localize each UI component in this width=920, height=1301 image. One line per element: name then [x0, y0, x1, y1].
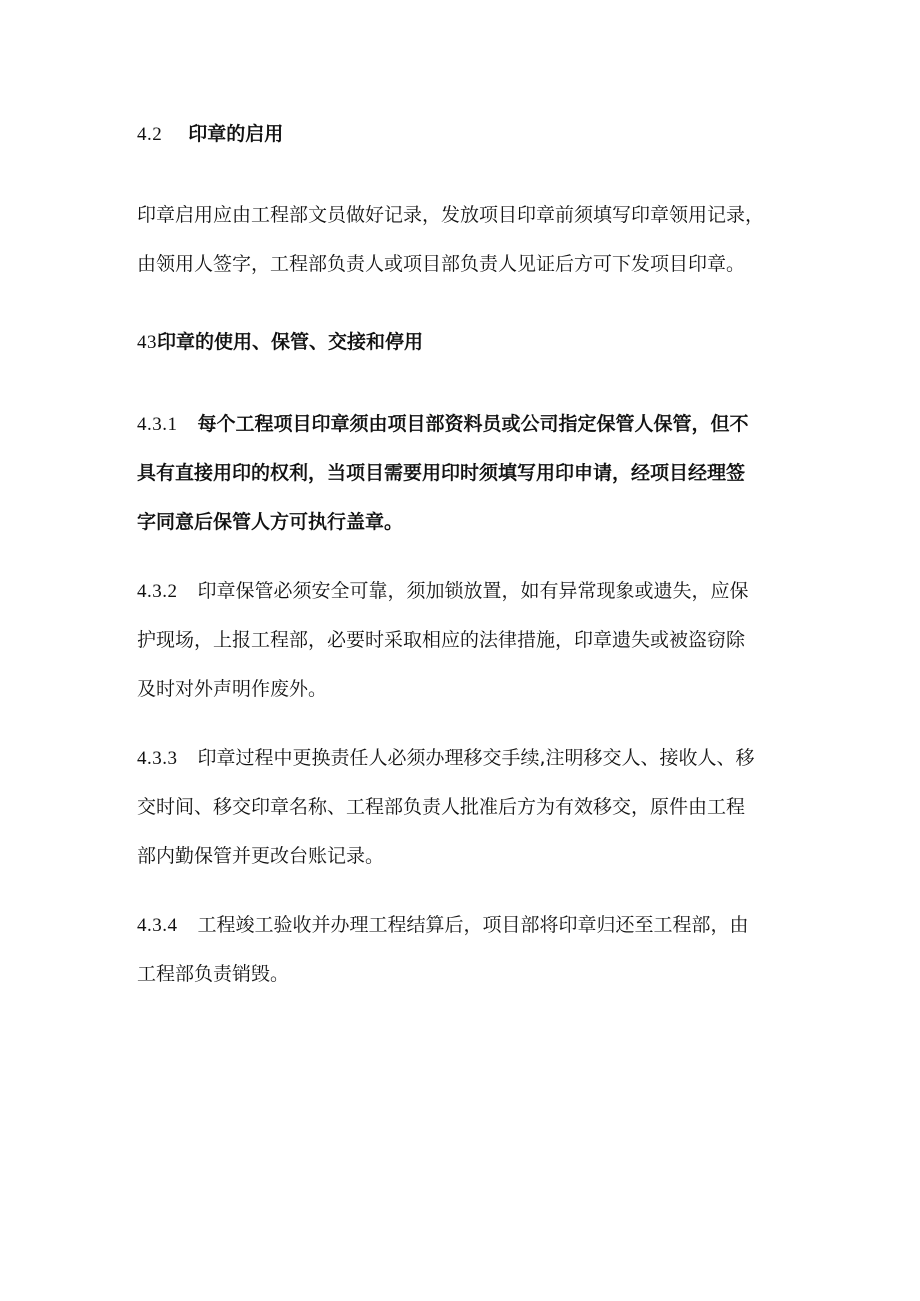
clause-text: 工程竣工验收并办理工程结算后，项目部将印章归还至工程部，由 [197, 914, 749, 936]
section-number: 4.2 [137, 124, 163, 145]
clause-line: 字同意后保管人方可执行盖章。 [137, 511, 404, 533]
clause-number: 4.3.3 [137, 748, 178, 769]
section-title: 印章的使用、保管、交接和停用 [157, 331, 424, 353]
clause-4-3-2 [137, 578, 749, 604]
clause-number: 4.3.4 [137, 915, 178, 936]
section-heading-4-2 [137, 121, 283, 147]
clause-4-3-1 [137, 411, 749, 437]
clause-text: 每个工程项目印章须由项目部资料员或公司指定保管人保管，但不 [197, 413, 749, 435]
clause-number: 4.3.2 [137, 581, 178, 602]
clause-line: 具有直接用印的权利，当项目需要用印时须填写用印申请，经项目经理签 [137, 462, 746, 484]
paragraph-line: 印章启用应由工程部文员做好记录，发放项目印章前须填写印章领用记录， [137, 204, 765, 226]
clause-line: 及时对外声明作废外。 [137, 678, 328, 700]
clause-number: 4.3.1 [137, 414, 178, 435]
section-heading-4-3 [137, 329, 423, 355]
clause-line: 护现场，上报工程部，必要时采取相应的法律措施，印章遗失或被盗窃除 [137, 629, 746, 651]
section-title: 印章的启用 [188, 123, 284, 145]
clause-line: 交时间、移交印章名称、工程部负责人批准后方为有效移交，原件由工程 [137, 796, 746, 818]
clause-line: 部内勤保管并更改台账记录。 [137, 845, 385, 867]
section-number: 43 [137, 332, 157, 353]
clause-4-3-4 [137, 912, 749, 938]
clause-text: 印章过程中更换责任人必须办理移交手续,注明移交人、接收人、移 [197, 747, 755, 769]
paragraph-line: 由领用人签字，工程部负责人或项目部负责人见证后方可下发项目印章。 [137, 253, 746, 275]
clause-text: 印章保管必须安全可靠，须加锁放置，如有异常现象或遗失，应保 [197, 580, 749, 602]
clause-4-3-3 [137, 745, 755, 771]
clause-line: 工程部负责销毁。 [137, 963, 290, 985]
